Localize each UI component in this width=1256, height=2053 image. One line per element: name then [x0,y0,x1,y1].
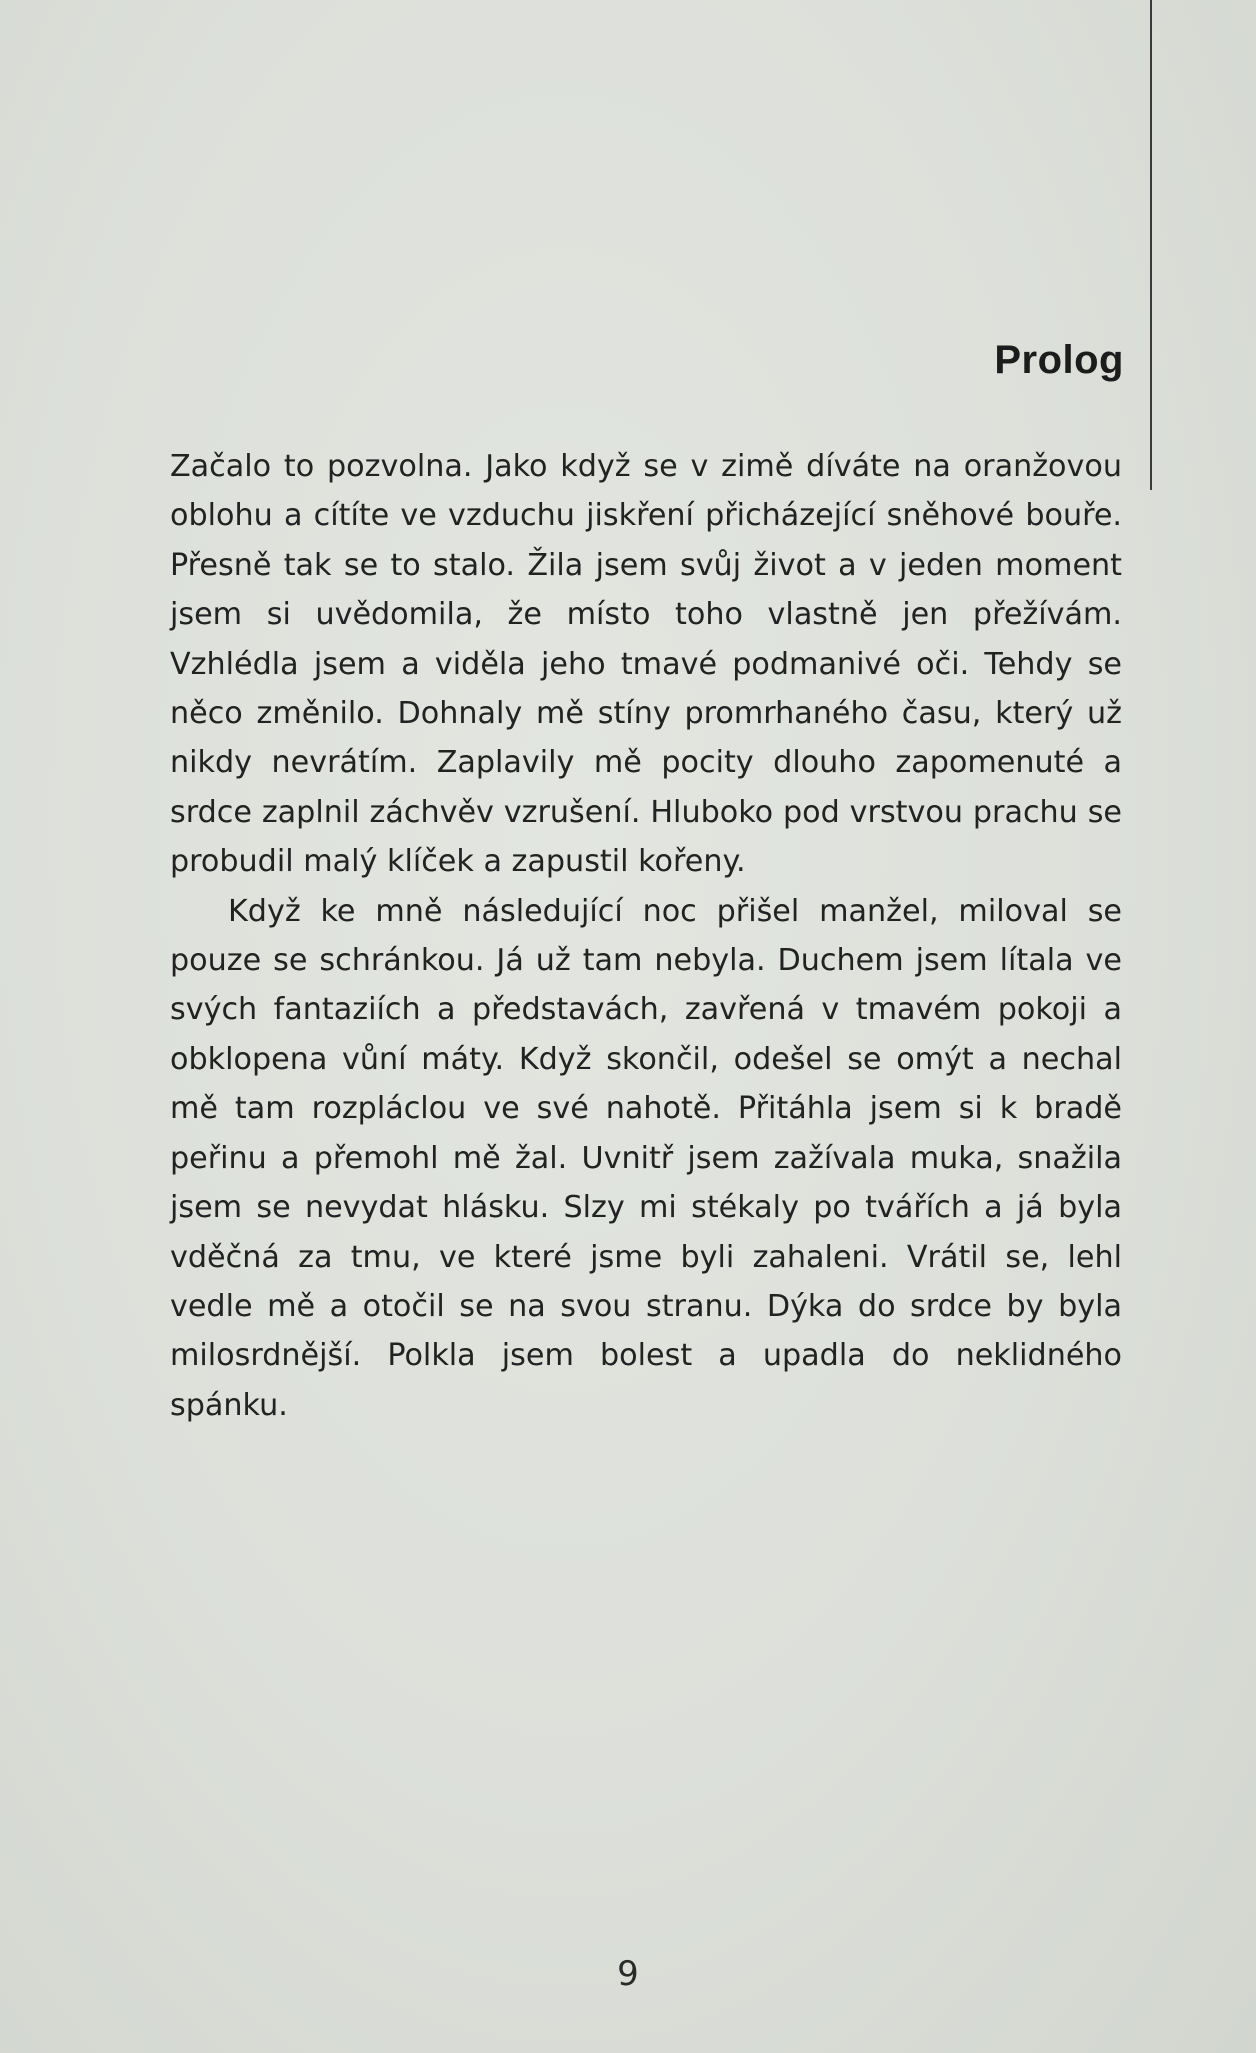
page-edge-line [1150,0,1152,490]
paragraph-1: Začalo to pozvolna. Jako když se v zimě díváte na oranžovou oblohu a cítíte ve vzduchu jiskření přicházející sněhové bouře. Přesně tak se to stalo. Žila jsem svůj život a v jeden moment jsem si uvědomila, že místo toho vlastně jen přežívám. Vzhlédla jsem a viděla jeho tmavé podmanivé oči. Tehdy se něco změnilo. Dohnaly mě stíny promrhaného času, který už nikdy nevrátím. Zaplavily mě pocity dlouho zapomenuté a srdce zaplnil záchvěv vzrušení. Hluboko pod vrstvou prachu se probudil malý klíček a zapustil kořeny. [170,449,1122,880]
page-number: 9 [617,1954,639,1994]
chapter-title: Prolog [994,338,1124,382]
paragraph-2: Když ke mně následující noc přišel manžel, miloval se pouze se schránkou. Já už tam nebyla. Duchem jsem lítala ve svých fantaziích a představách, zavřená v tmavém pokoji a obklopena vůní máty. Když skončil, odešel se omýt a nechal mě tam rozpláclou ve své nahotě. Přitáhla jsem si k bradě peřinu a přemohl mě žal. Uvnitř jsem zažívala muka, snažila jsem se nevydat hlásku. Slzy mi stékaly po tvářích a já byla vděčná za tmu, ve které jsme byli zahaleni. Vrátil se, lehl vedle mě a otočil se na svou stranu. Dýka do srdce by byla milosrdnější. Polkla jsem bolest a upadla do neklidného spánku. [170,893,1122,1423]
chapter-body [170,442,1122,1430]
